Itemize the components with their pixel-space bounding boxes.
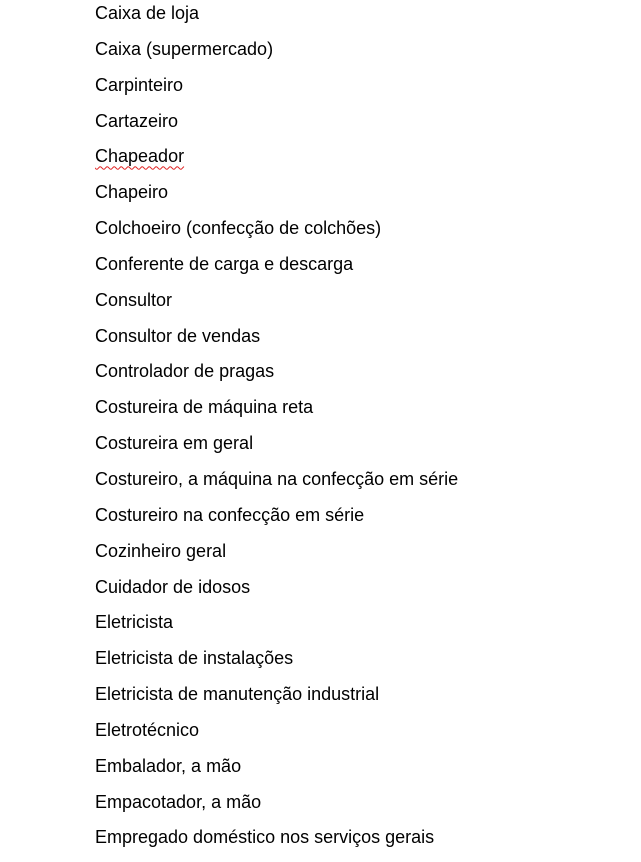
list-item (95, 755, 458, 791)
list-item (95, 181, 458, 217)
list-item-text: Caixa de loja (95, 3, 200, 23)
list-item (95, 110, 458, 146)
list-item-text: Cozinheiro geral (95, 540, 227, 561)
list-item-text: Eletrotécnico (95, 719, 200, 740)
misspelled-word[interactable]: Chapeador (95, 146, 185, 167)
list-item (95, 253, 458, 289)
list-item (95, 432, 458, 468)
list-item-text: Carpinteiro (95, 74, 184, 95)
list-item (95, 217, 458, 253)
list-item (95, 576, 458, 612)
list-item (95, 2, 458, 38)
list-item (95, 540, 458, 576)
list-item-text: Consultor de vendas (95, 325, 261, 346)
list-item-text: Cartazeiro (95, 110, 179, 131)
list-item (95, 360, 458, 396)
list-item-text: Costureira em geral (95, 433, 254, 454)
list-item (95, 504, 458, 540)
list-item-text: Costureiro na confecção em série (95, 504, 365, 525)
list-item-text: Colchoeiro (confecção de colchões) (95, 218, 382, 239)
list-item (95, 289, 458, 325)
list-item (95, 791, 458, 827)
list-item-text: Empacotador, a mão (95, 791, 262, 812)
list-item (95, 145, 458, 181)
list-item (95, 38, 458, 74)
job-title-list (95, 2, 458, 862)
list-item (95, 468, 458, 504)
list-item-text: Conferente de carga e descarga (95, 253, 354, 274)
list-item-text: Costureira de máquina reta (95, 397, 314, 418)
list-item (95, 396, 458, 432)
list-item-text: Consultor (95, 289, 173, 310)
list-item (95, 826, 458, 862)
list-item-text: Costureiro, a máquina na confecção em série (95, 468, 459, 489)
list-item-text: Eletricista de manutenção industrial (95, 684, 380, 705)
list-item (95, 611, 458, 647)
list-item-text: Eletricista (95, 612, 174, 633)
list-item (95, 719, 458, 755)
list-item-text: Eletricista de instalações (95, 648, 294, 669)
list-item-text: Cuidador de idosos (95, 576, 251, 597)
list-item-text: Chapeiro (95, 182, 169, 203)
list-item (95, 647, 458, 683)
list-item (95, 325, 458, 361)
list-item-text: Caixa (supermercado) (95, 38, 274, 59)
list-item (95, 74, 458, 110)
list-item-text: Empregado doméstico nos serviços gerais (95, 827, 435, 848)
list-item (95, 683, 458, 719)
list-item-text: Controlador de pragas (95, 361, 275, 382)
list-item-text: Embalador, a mão (95, 755, 242, 776)
